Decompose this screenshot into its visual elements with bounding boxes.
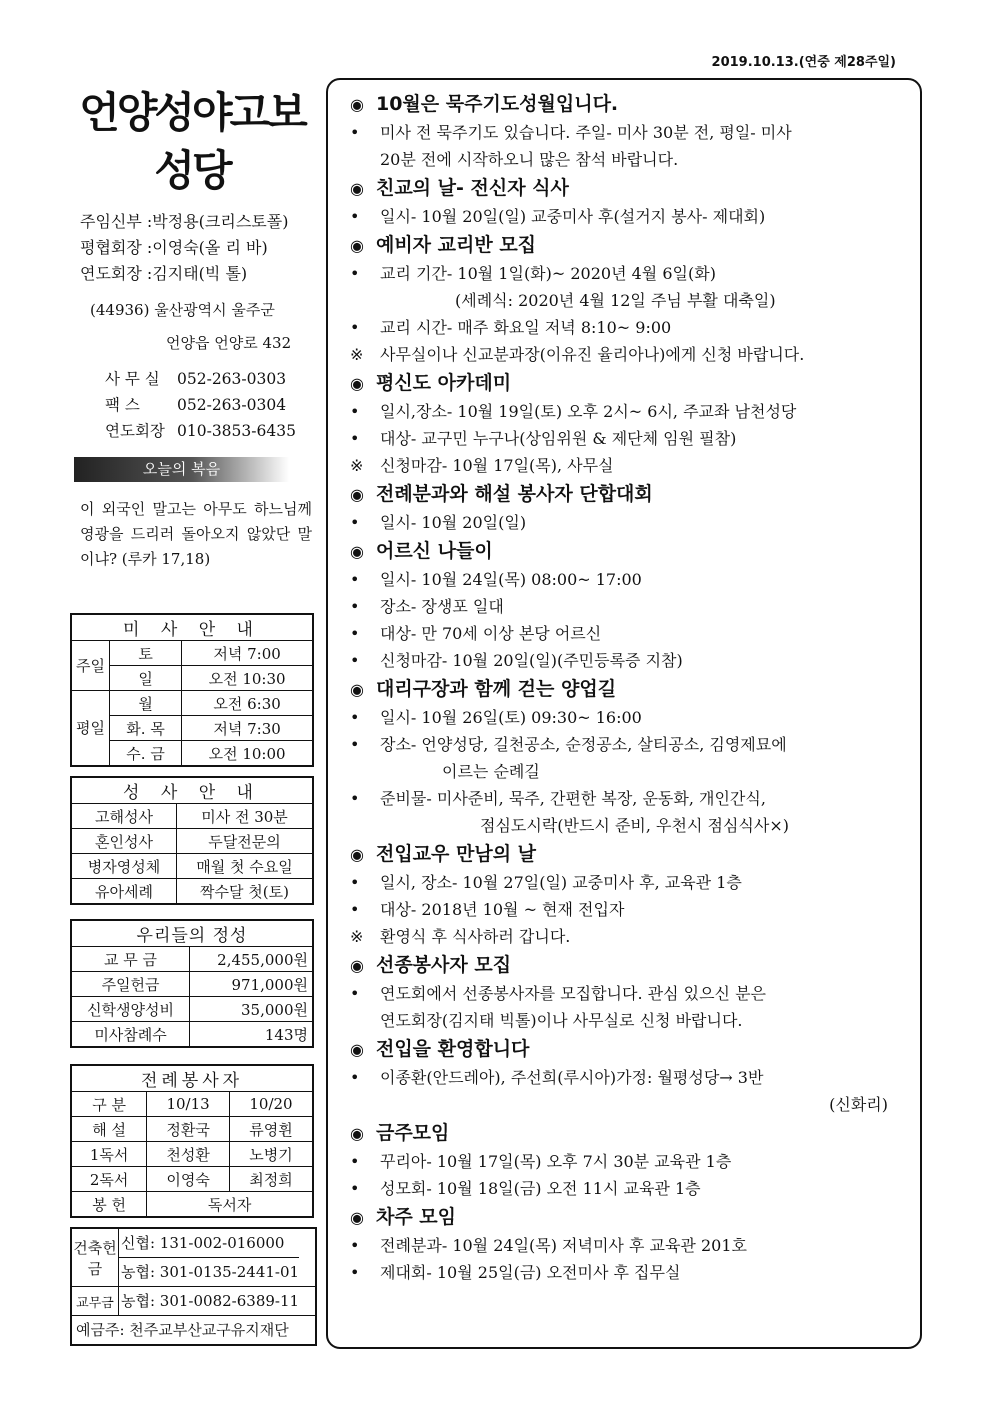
offering-table <box>70 919 314 1048</box>
section-marker-icon: ◉ <box>350 680 364 699</box>
news-line-text: (신화리) <box>829 1095 888 1114</box>
news-line-text: 준비물- 미사준비, 묵주, 간편한 복장, 운동화, 개인간식, <box>380 789 766 808</box>
news-section-heading <box>350 230 910 260</box>
news-line <box>350 260 910 287</box>
news-section <box>350 536 910 674</box>
parish-title-line1: 언양성야고보 <box>79 88 305 137</box>
weekday-label: 평일 <box>71 691 109 767</box>
news-line <box>350 1007 910 1034</box>
news-line <box>350 758 910 785</box>
news-line-text: 일시,장소- 10월 19일(토) 오후 2시~ 6시, 주교좌 남천성당 <box>380 402 797 421</box>
news-line <box>350 620 910 647</box>
contact-label: 사 무 실 <box>105 370 160 388</box>
bullet-icon: • <box>350 1236 360 1255</box>
section-marker-icon: ◉ <box>350 179 364 198</box>
note-icon: ※ <box>350 345 364 364</box>
news-section-heading <box>350 839 910 869</box>
staff-yeondo-president: 연도회장 :김지태(빅 톨) <box>80 264 248 283</box>
bullet-icon: • <box>350 207 360 226</box>
sacrament-when: 두달전문의 <box>177 829 313 854</box>
gospel-header: 오늘의 복음 <box>74 457 289 482</box>
news-line-text: 성모회- 10월 18일(금) 오전 11시 교육관 1층 <box>380 1179 701 1198</box>
section-marker-icon: ◉ <box>350 95 364 114</box>
section-marker-icon: ◉ <box>350 485 364 504</box>
bullet-icon: • <box>350 1179 360 1198</box>
address-line1: (44936) 울산광역시 울주군 <box>90 301 275 319</box>
news-line-text: (세례식: 2020년 4월 12일 주님 부활 대축일) <box>455 291 776 310</box>
news-section-title: 전입교우 만남의 날 <box>375 843 537 865</box>
contact-value: 052-263-0303 <box>177 370 287 388</box>
news-line <box>350 785 910 812</box>
news-section-heading <box>350 173 910 203</box>
news-line <box>350 146 910 173</box>
bullet-icon: • <box>350 402 360 421</box>
account-number: 신협: 131-002-016000 <box>121 1234 285 1252</box>
sacrament-name: 고해성사 <box>71 804 177 829</box>
contact-label: 연도회장 <box>105 422 165 440</box>
mass-day: 토 <box>109 641 181 666</box>
section-marker-icon: ◉ <box>350 236 364 255</box>
news-line-text: 이종환(안드레아), 주선희(루시아)가정: 월평성당→ 3반 <box>380 1068 764 1087</box>
news-line-text: 꾸리아- 10월 17일(목) 오후 7시 30분 교육관 1층 <box>380 1152 732 1171</box>
news-line <box>350 119 910 146</box>
servers-person: 천성환 <box>147 1142 230 1167</box>
servers-person: 류영휜 <box>229 1117 313 1142</box>
news-line-text: 20분 전에 시작하오니 많은 참석 바랍니다. <box>380 150 679 169</box>
staff-council-president: 평협회장 :이영숙(올 리 바) <box>80 238 268 257</box>
section-marker-icon: ◉ <box>350 542 364 561</box>
news-line <box>350 1259 910 1286</box>
section-marker-icon: ◉ <box>350 956 364 975</box>
parish-title <box>74 84 310 200</box>
bullet-icon: • <box>350 873 360 892</box>
news-section-heading <box>350 1118 910 1148</box>
mass-schedule-table <box>70 613 314 767</box>
servers-table-title: 전례봉사자 <box>71 1065 313 1092</box>
note-icon: ※ <box>350 456 364 475</box>
bullet-icon: • <box>350 900 360 919</box>
news-section-heading <box>350 1202 910 1232</box>
news-line-text: 일시- 10월 20일(일) <box>380 513 527 532</box>
news-line-text: 일시, 장소- 10월 27일(일) 교중미사 후, 교육관 1층 <box>380 873 742 892</box>
bulletin-date: 2019.10.13.(연중 제28주일) <box>711 55 896 70</box>
news-line-text: 미사 전 묵주기도 있습니다. 주일- 미사 30분 전, 평일- 미사 <box>380 123 792 142</box>
offering-value: 971,000원 <box>190 972 313 997</box>
servers-role: 봉 헌 <box>71 1192 147 1218</box>
news-line <box>350 731 910 758</box>
account-number: 농협: 301-0082-6389-11 <box>121 1292 300 1310</box>
news-line-text: 장소- 장생포 일대 <box>380 597 504 616</box>
news-line <box>350 203 910 230</box>
news-section <box>350 950 910 1034</box>
news-line <box>350 593 910 620</box>
sacrament-table-title: 성 사 안 내 <box>71 777 313 804</box>
bullet-icon: • <box>350 984 360 1003</box>
mass-time: 저녁 7:30 <box>182 716 313 741</box>
section-marker-icon: ◉ <box>350 1208 364 1227</box>
news-section-title: 금주모임 <box>375 1122 450 1144</box>
bullet-icon: • <box>350 318 360 337</box>
offering-name: 교 무 금 <box>71 947 190 972</box>
news-line-text: 사무실이나 신교분과장(이유진 율리아나)에게 신청 바랍니다. <box>380 345 805 364</box>
news-line <box>350 425 910 452</box>
news-line-text: 제대회- 10월 25일(금) 오전미사 후 집무실 <box>380 1263 681 1282</box>
dues-label: 교무금 <box>72 1287 119 1315</box>
contact-office <box>105 367 286 389</box>
offering-name: 주일헌금 <box>71 972 190 997</box>
section-marker-icon: ◉ <box>350 374 364 393</box>
news-line-text: 일시- 10월 24일(목) 08:00~ 17:00 <box>380 570 642 589</box>
news-line <box>350 287 910 314</box>
mass-time: 오전 10:00 <box>182 741 313 767</box>
news-line <box>350 704 910 731</box>
servers-person: 노병기 <box>229 1142 313 1167</box>
news-line <box>350 980 910 1007</box>
news-section <box>350 230 910 368</box>
section-marker-icon: ◉ <box>350 1040 364 1059</box>
offering-value: 35,000원 <box>190 997 313 1022</box>
news-section-title: 대리구장과 함께 걷는 양업길 <box>375 678 617 700</box>
account-number: 농협: 301-0135-2441-01 <box>119 1257 299 1286</box>
bank-accounts <box>70 1227 317 1346</box>
bullet-icon: • <box>350 1263 360 1282</box>
news-section-title: 전입을 환영합니다 <box>375 1038 530 1060</box>
news-line <box>350 398 910 425</box>
bullet-icon: • <box>350 264 360 283</box>
news-section-heading <box>350 368 910 398</box>
news-section <box>350 1034 910 1118</box>
news-section-heading <box>350 1034 910 1064</box>
sacrament-name: 유아세례 <box>71 879 177 905</box>
contact-yeondo <box>105 419 296 441</box>
sacrament-when: 미사 전 30분 <box>177 804 313 829</box>
news-section <box>350 1118 910 1202</box>
news-line <box>350 1175 910 1202</box>
news-line-text: 일시- 10월 26일(토) 09:30~ 16:00 <box>380 708 642 727</box>
news-section <box>350 839 910 950</box>
offering-value: 143명 <box>190 1022 313 1048</box>
news-section <box>350 89 910 173</box>
news-section-title: 평신도 아카데미 <box>375 372 512 394</box>
news-section-title: 선종봉사자 모집 <box>375 954 512 976</box>
sacrament-name: 병자영성체 <box>71 854 177 879</box>
bullet-icon: • <box>350 429 360 448</box>
news-line <box>350 1091 910 1118</box>
offering-table-title: 우리들의 정성 <box>71 920 313 947</box>
news-line-text: 대상- 만 70세 이상 본당 어르신 <box>380 624 602 643</box>
mass-time: 저녁 7:00 <box>182 641 313 666</box>
mass-day: 화. 목 <box>109 716 181 741</box>
sacrament-when: 매월 첫 수요일 <box>177 854 313 879</box>
gospel-text: 이 외국인 말고는 아무도 하느님께 영광을 드리러 돌아오지 않았단 말이냐? (루카 17,18) <box>80 500 312 568</box>
contact-label: 팩 스 <box>105 396 140 414</box>
news-line-text: 대상- 교구민 누구나(상임위원 & 제단체 임원 필참) <box>380 429 737 448</box>
news-list <box>350 89 910 1286</box>
news-section-heading <box>350 479 910 509</box>
news-section-title: 예비자 교리반 모집 <box>375 234 537 256</box>
news-section-title: 차주 모임 <box>375 1206 456 1228</box>
bullet-icon: • <box>350 624 360 643</box>
note-icon: ※ <box>350 927 364 946</box>
mass-time: 오전 10:30 <box>182 666 313 691</box>
offering-name: 신학생양성비 <box>71 997 190 1022</box>
news-line <box>350 509 910 536</box>
mass-time: 오전 6:30 <box>182 691 313 716</box>
offering-name: 미사참례수 <box>71 1022 190 1048</box>
servers-person: 독서자 <box>147 1192 313 1218</box>
sunday-label: 주일 <box>71 641 109 691</box>
section-marker-icon: ◉ <box>350 1124 364 1143</box>
contact-value: 010-3853-6435 <box>177 422 296 440</box>
news-line-text: 대상- 2018년 10월 ~ 현재 전입자 <box>380 900 625 919</box>
news-line-text: 연도회장(김지태 빅톨)이나 사무실로 신청 바랍니다. <box>380 1011 743 1030</box>
news-line-text: 일시- 10월 20일(일) 교중미사 후(설거지 봉사- 제대회) <box>380 207 766 226</box>
mass-day: 월 <box>109 691 181 716</box>
news-line <box>350 647 910 674</box>
news-section <box>350 1202 910 1286</box>
bullet-icon: • <box>350 1068 360 1087</box>
contact-value: 052-263-0304 <box>177 396 287 414</box>
news-section-heading <box>350 674 910 704</box>
bullet-icon: • <box>350 735 360 754</box>
servers-header-cell: 10/13 <box>147 1092 230 1117</box>
news-line-text: 교리 기간- 10월 1일(화)~ 2020년 4월 6일(화) <box>380 264 716 283</box>
news-section-title: 친교의 날- 전신자 식사 <box>375 177 569 199</box>
news-line <box>350 812 910 839</box>
news-line <box>350 452 910 479</box>
sacrament-when: 짝수달 첫(토) <box>177 879 313 905</box>
news-line-text: 전례분과- 10월 24일(목) 저녁미사 후 교육관 201호 <box>380 1236 747 1255</box>
news-line <box>350 923 910 950</box>
bullet-icon: • <box>350 1152 360 1171</box>
staff-pastor: 주임신부 :박정용(크리스토폴) <box>80 212 289 231</box>
mass-day: 일 <box>109 666 181 691</box>
news-section <box>350 173 910 230</box>
news-line-text: 신청마감- 10월 20일(일)(주민등록증 지참) <box>380 651 683 670</box>
news-section-heading <box>350 89 910 119</box>
section-marker-icon: ◉ <box>350 845 364 864</box>
servers-header-cell: 구 분 <box>71 1092 147 1117</box>
news-section-heading <box>350 536 910 566</box>
news-line-text: 장소- 언양성당, 길천공소, 순정공소, 살티공소, 김영제묘에 <box>380 735 787 754</box>
servers-person: 이영숙 <box>147 1167 230 1192</box>
mass-table-title: 미 사 안 내 <box>71 614 313 641</box>
news-line <box>350 314 910 341</box>
servers-role: 해 설 <box>71 1117 147 1142</box>
servers-role: 1독서 <box>71 1142 147 1167</box>
news-section-heading <box>350 950 910 980</box>
news-line <box>350 341 910 368</box>
news-section-title: 전례분과와 해설 봉사자 단합대회 <box>375 483 653 505</box>
news-line-text: 연도회에서 선종봉사자를 모집합니다. 관심 있으신 분은 <box>380 984 767 1003</box>
account-holder: 예금주: 천주교부산교구유지재단 <box>76 1321 289 1339</box>
news-line <box>350 1232 910 1259</box>
servers-header-cell: 10/20 <box>229 1092 313 1117</box>
news-section-title: 어르신 나들이 <box>375 540 493 562</box>
news-line <box>350 566 910 593</box>
news-line-text: 환영식 후 식사하러 갑니다. <box>380 927 571 946</box>
offering-value: 2,455,000원 <box>190 947 313 972</box>
bullet-icon: • <box>350 651 360 670</box>
bullet-icon: • <box>350 708 360 727</box>
news-section <box>350 479 910 536</box>
servers-person: 최정희 <box>229 1167 313 1192</box>
news-line-text: 신청마감- 10월 17일(목), 사무실 <box>380 456 614 475</box>
news-section <box>350 674 910 839</box>
news-line <box>350 1148 910 1175</box>
contact-fax <box>105 393 286 415</box>
address-line2: 언양읍 언양로 432 <box>166 334 292 352</box>
liturgy-servers-table <box>70 1064 314 1218</box>
news-line-text: 이르는 순례길 <box>442 762 540 781</box>
news-line <box>350 1064 910 1091</box>
sacrament-name: 혼인성사 <box>71 829 177 854</box>
bullet-icon: • <box>350 597 360 616</box>
news-line-text: 교리 시간- 매주 화요일 저녁 8:10~ 9:00 <box>380 318 672 337</box>
building-fund-label: 건축헌금 <box>72 1229 119 1286</box>
news-section <box>350 368 910 479</box>
servers-person: 정환국 <box>147 1117 230 1142</box>
parish-title-line2: 성당 <box>154 146 230 195</box>
servers-role: 2독서 <box>71 1167 147 1192</box>
mass-day: 수. 금 <box>109 741 181 767</box>
bullet-icon: • <box>350 123 360 142</box>
sacrament-table <box>70 776 314 905</box>
bullet-icon: • <box>350 570 360 589</box>
news-line-text: 점심도시락(반드시 준비, 우천시 점심식사×) <box>480 816 789 835</box>
bullet-icon: • <box>350 789 360 808</box>
news-line <box>350 896 910 923</box>
bullet-icon: • <box>350 513 360 532</box>
news-line <box>350 869 910 896</box>
news-section-title: 10월은 묵주기도성월입니다. <box>375 93 619 115</box>
